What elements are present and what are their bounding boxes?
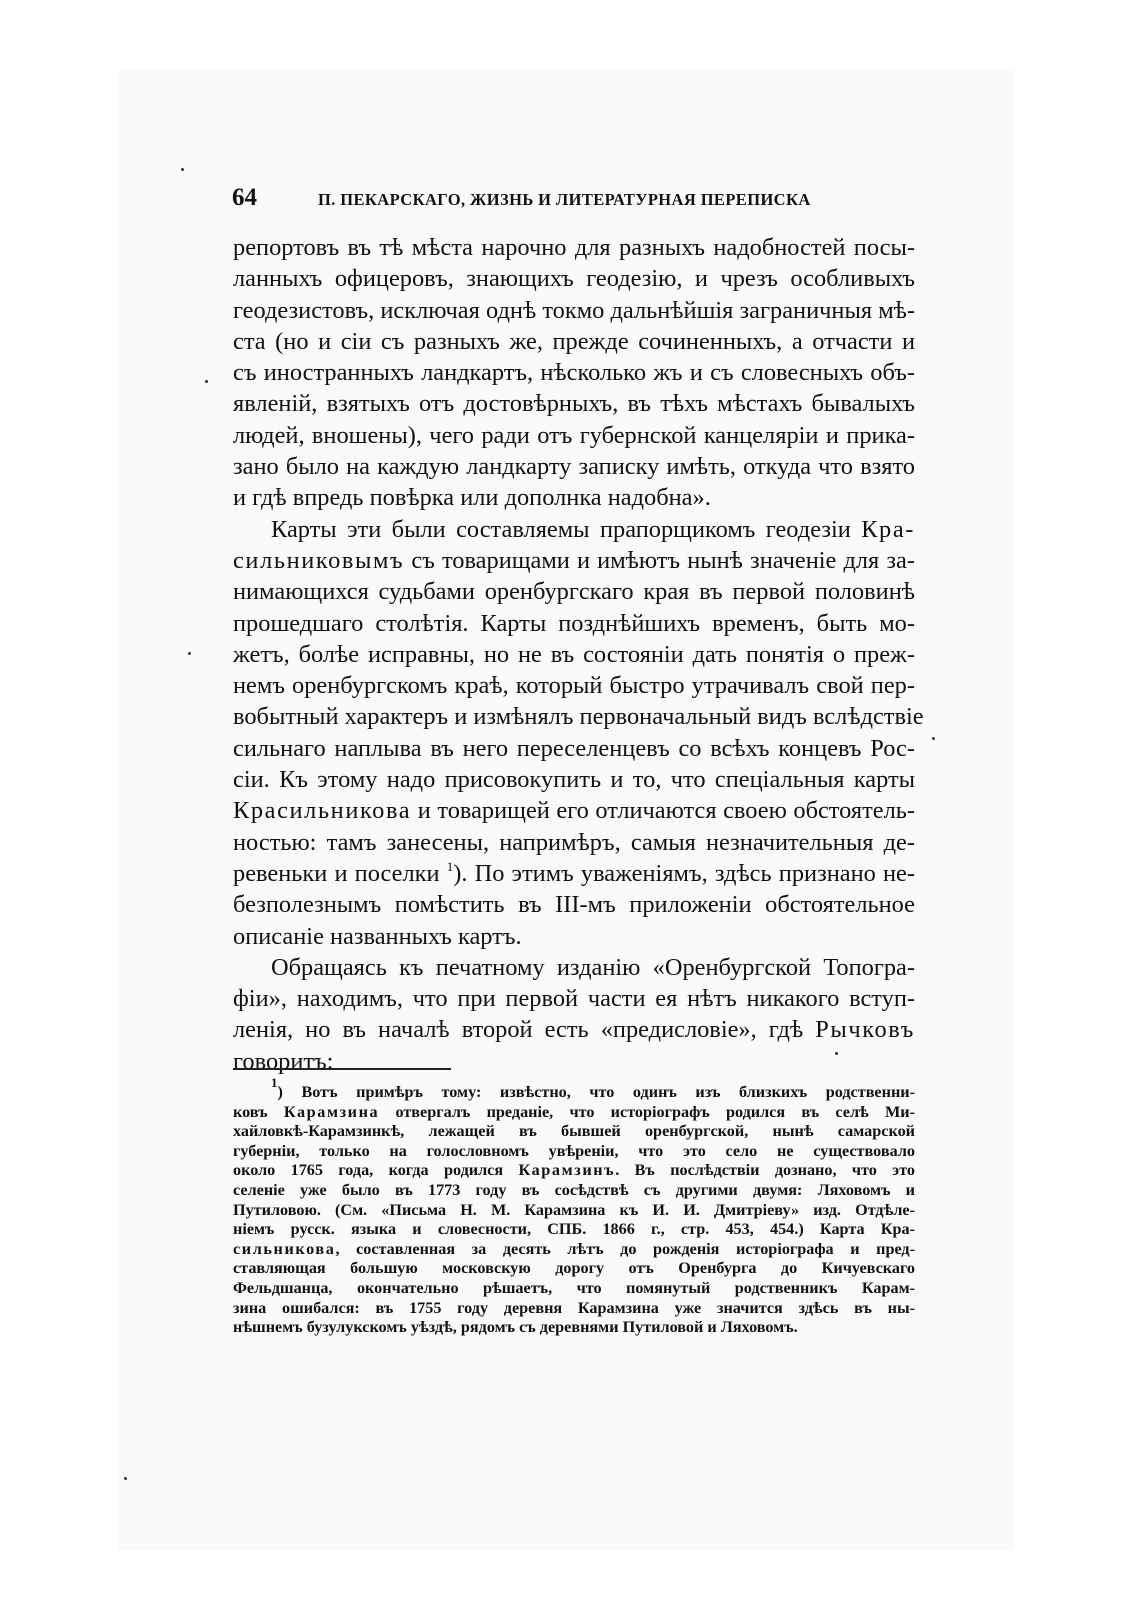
text-line: Фельдшанца, окончательно рѣшаетъ, что помянутый родственникъ Карам- [233, 1278, 915, 1297]
spaced-name: Карамзина [283, 1102, 380, 1121]
text-line: ставляющая большую московскую дорогу отъ Оренбурга до Кичуевскаго [233, 1259, 915, 1278]
text-line: губерніи, только на голословномъ увѣреніи, что это село не существовало [233, 1141, 915, 1160]
spaced-name: сильниковымъ [233, 546, 405, 574]
text-line [233, 1014, 915, 1045]
text-line: людей, вношены), чего ради отъ губернской канцеляріи и прика- [233, 421, 915, 449]
text-line: ланныхъ офицеровъ, знающихъ геодезію, и чрезъ особливыхъ [233, 265, 915, 293]
paragraph-1 [233, 232, 915, 514]
text-line [233, 795, 915, 826]
text-run: ковъ [233, 1102, 284, 1121]
text-line: прошедшаго столѣтія. Карты позднѣйшихъ временъ, быть мо- [233, 609, 915, 637]
text-line: репортовъ въ тѣ мѣста нарочно для разныхъ надобностей посы- [233, 234, 915, 261]
text-line: сіи. Къ этому надо присовокупить и то, что спеціальныя карты [233, 766, 915, 794]
text-line: геодезистовъ, исключая однѣ токмо дальнѣйшія заграничныя мѣ- [233, 296, 915, 324]
page-number: 64 [232, 184, 257, 211]
spaced-name: Кра- [861, 515, 915, 543]
spaced-name: Карамзинъ [518, 1161, 616, 1180]
text-line: селеніе уже было въ 1773 году въ сосѣдствѣ съ другими двумя: Ляховомъ и [233, 1180, 915, 1199]
footnote-ref[interactable]: 1 [446, 858, 454, 874]
scan-speck [835, 1052, 838, 1055]
text-line [233, 1161, 915, 1181]
text-run: ) Вотъ примѣръ тому: извѣстно, что одинъ изъ близкихъ родственни- [277, 1083, 915, 1101]
spaced-name: Рычковъ [815, 1016, 915, 1044]
page-header [232, 184, 932, 224]
text-line: зина ошибался: въ 1755 году деревня Карамзина уже значится здѣсь въ ны- [233, 1298, 915, 1317]
scan-speck [932, 737, 935, 740]
text-line [233, 1075, 915, 1103]
text-line: явленій, взятыхъ отъ достовѣрныхъ, въ тѣхъ мѣстахъ бывалыхъ [233, 390, 915, 418]
text-line: нѣшнемъ бузулукскомъ уѣздѣ, рядомъ съ деревнями Путиловой и Ляховомъ. [233, 1318, 798, 1337]
footnote-mark: 1 [271, 1075, 278, 1090]
text-run: ленія, но въ началѣ второй есть «предисловіе», гдѣ [233, 1016, 816, 1044]
main-text [233, 232, 924, 1077]
text-line: ніемъ русск. языка и словесности, СПБ. 1866 г., стр. 453, 454.) Карта Кра- [233, 1220, 915, 1239]
scan-speck [205, 380, 208, 383]
text-line: безполезнымъ помѣстить въ III-мъ приложеніи обстоятельное [233, 891, 915, 919]
text-line: Путиловою. (См. «Письма Н. М. Карамзина къ И. И. Дмитріеву» изд. Отдѣле- [233, 1200, 915, 1219]
spaced-name: Красильникова [233, 797, 412, 825]
text-run: , составленная за десять лѣтъ до рожденія исторіографа и пред- [335, 1239, 915, 1258]
text-line: немъ оренбургскомъ краѣ, который быстро утрачивалъ свой пер- [233, 672, 915, 700]
text-line: ста (но и сіи съ разныхъ же, прежде сочиненныхъ, а отчасти и [233, 327, 915, 355]
text-line: съ иностранныхъ ландкартъ, нѣсколько жъ и съ словесныхъ объ- [233, 359, 915, 387]
footnote [233, 1075, 915, 1338]
text-line [233, 1103, 915, 1123]
text-line [233, 514, 915, 545]
text-line [233, 1240, 915, 1260]
text-run: . Въ послѣдствіи дознано, что это [615, 1161, 915, 1180]
scan-speck [181, 168, 184, 171]
text-line: вобытный характеръ и измѣнялъ первоначальный видъ вслѣдствіе [233, 703, 924, 731]
paragraph-2 [233, 514, 924, 952]
text-line [233, 858, 915, 889]
text-line: и гдѣ впредь повѣрка или дополнка надобна». [233, 484, 711, 512]
text-line: нимающихся судьбами оренбургскаго края въ первой половинѣ [233, 578, 915, 606]
paragraph-3 [233, 952, 915, 1077]
text-run: и товарищей его отличаются своею обстоятель- [411, 797, 915, 825]
text-run: около 1765 года, когда родился [233, 1161, 519, 1180]
text-line [233, 545, 915, 576]
spaced-name: сильникова [233, 1239, 336, 1258]
text-line: говоритъ: [233, 1047, 334, 1075]
text-line: фіи», находимъ, что при первой части ея нѣтъ никакого вступ- [233, 985, 915, 1013]
text-line: хайловкѣ-Карамзинкѣ, лежащей въ бывшей оренбургской, нынѣ самарской [233, 1122, 915, 1141]
text-line: жетъ, болѣе исправны, но не въ состояніи дать понятія о преж- [233, 640, 915, 668]
text-line: Обращаясь къ печатному изданію «Оренбургской Топогра- [271, 953, 915, 981]
text-line: описаніе названныхъ картъ. [233, 922, 522, 950]
text-line: зано было на каждую ландкарту записку имѣть, откуда что взято [233, 453, 915, 481]
text-run: Карты эти были составляемы прапорщикомъ геодезіи [271, 515, 862, 543]
text-run: ревеньки и поселки [233, 859, 447, 887]
text-run: ). По этимъ уваженіямъ, здѣсь признано не- [453, 859, 916, 887]
running-title: П. ПЕКАРСКАГО, ЖИЗНЬ И ЛИТЕРАТУРНАЯ ПЕРЕПИСКА [318, 190, 811, 209]
text-line: сильнаго наплыва въ него переселенцевъ со всѣхъ концевъ Рос- [233, 734, 915, 762]
text-run: отвергалъ преданіе, что исторіографъ родился въ селѣ Ми- [379, 1102, 915, 1121]
footnote-divider [233, 1068, 451, 1070]
scan-speck [124, 1477, 127, 1480]
text-line: ностью: тамъ занесены, напримѣръ, самыя незначительныя де- [233, 828, 915, 856]
scan-speck [188, 652, 191, 655]
text-run: съ товарищами и имѣютъ нынѣ значеніе для за- [404, 546, 915, 574]
